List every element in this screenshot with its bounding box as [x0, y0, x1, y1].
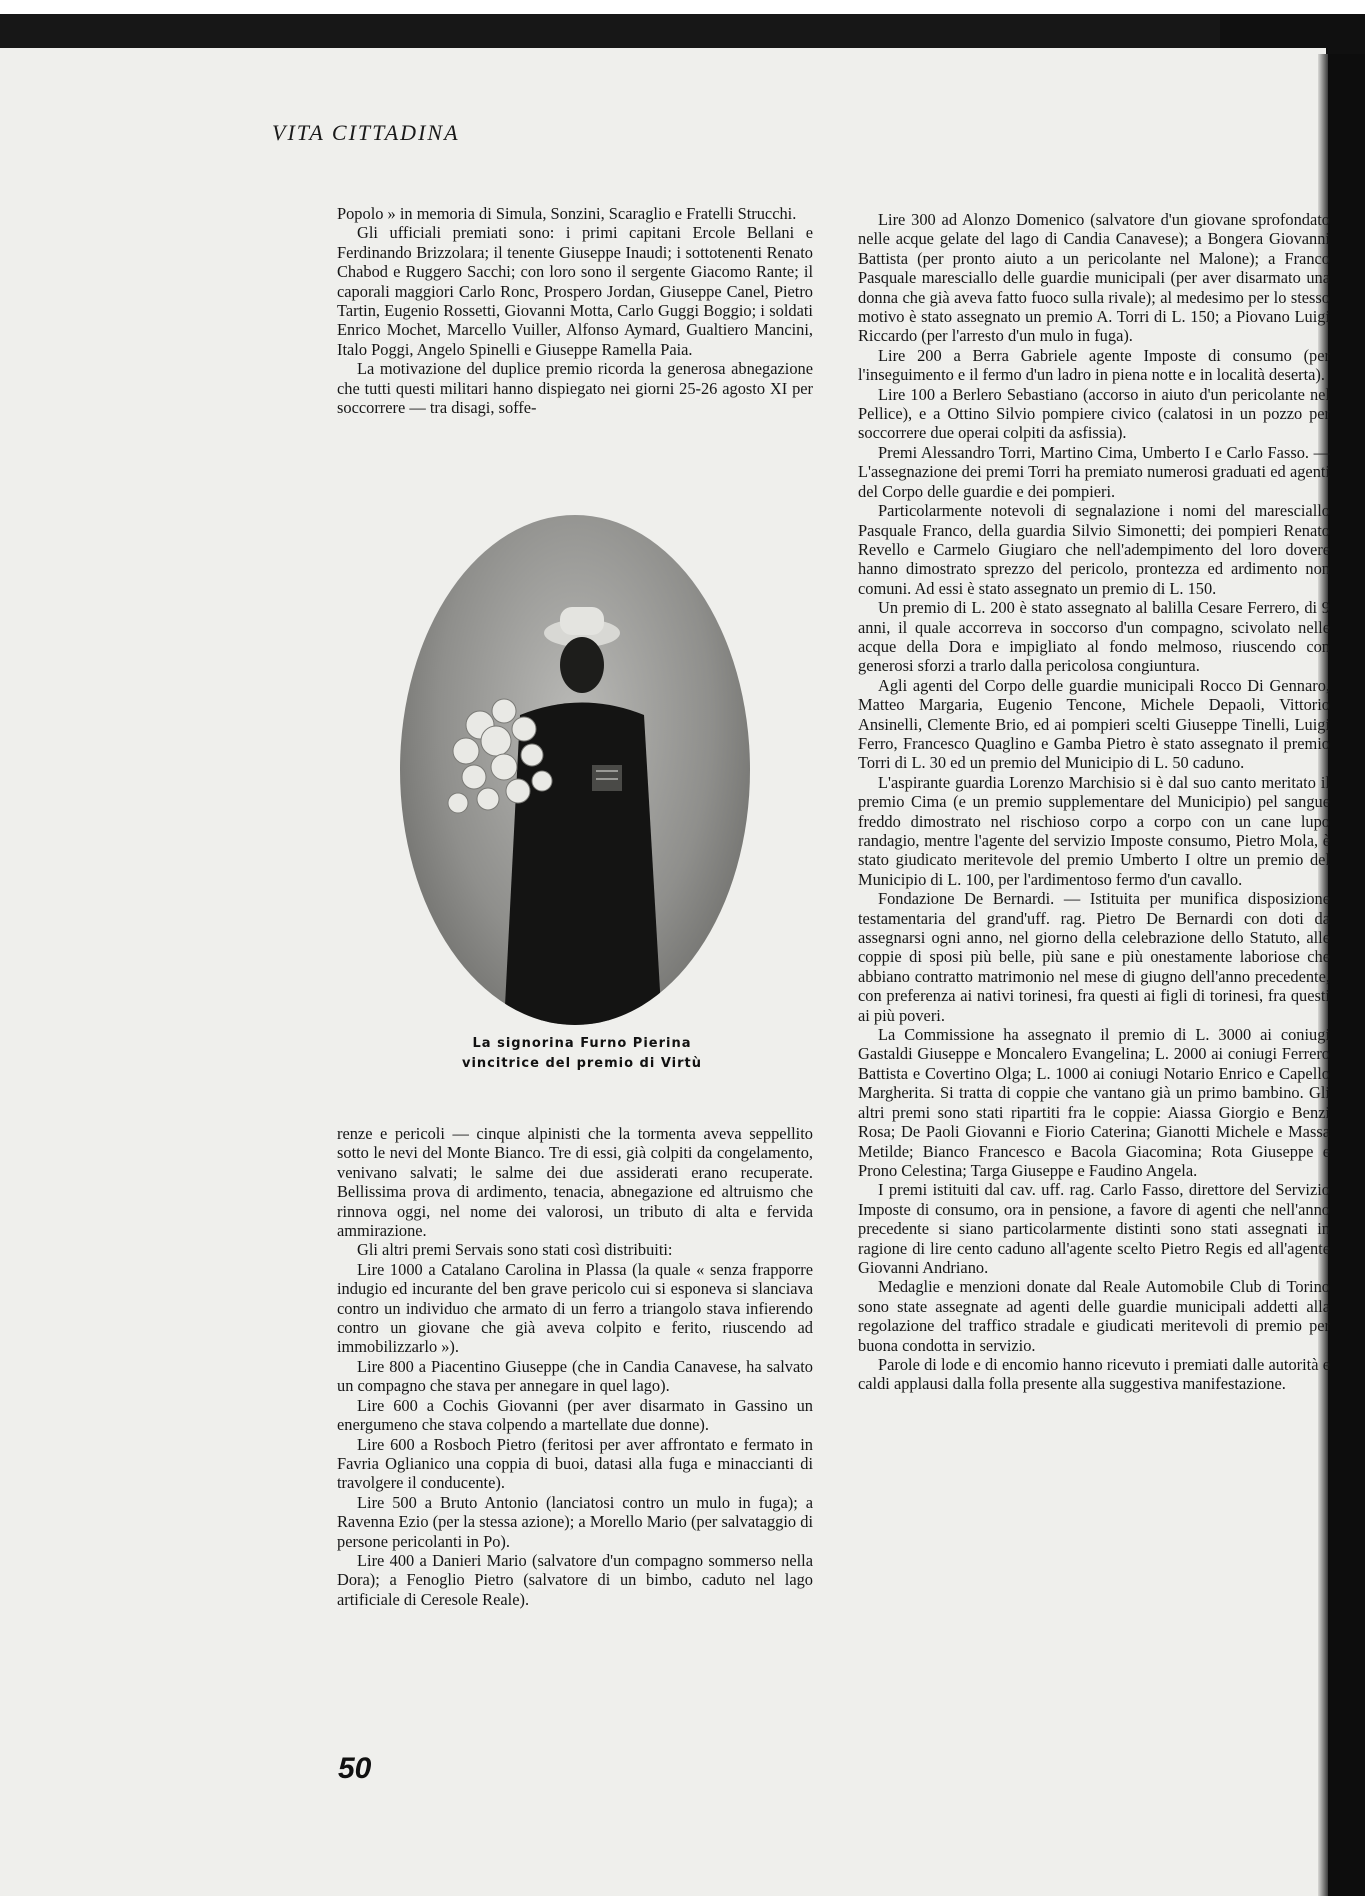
paragraph: Lire 800 a Piacentino Giuseppe (che in Candia Canavese, ha salvato un compagno che stava per annegare in quel lago). [337, 1356, 813, 1396]
paragraph: Popolo » in memoria di Simula, Sonzini, Scaraglio e Fratelli Strucchi. [337, 204, 797, 223]
paragraph: Lire 100 a Berlero Sebastiano (accorso in aiuto d'un pericolante nel Pellice), e a Ottino Silvio pompiere civico (calatosi in un pozzo per soccorrere due operai colpiti da asfissia). [858, 384, 1330, 443]
caption-line: vincitrice del premio di Virtù [461, 1056, 703, 1071]
page-number: 50 [338, 1752, 372, 1785]
paragraph: Lire 300 ad Alonzo Domenico (salvatore d'un giovane sprofondato nelle acque gelate del lago di Candia Canavese); a Bongera Giovanni Battista (per pronto aiuto a un pericolante nel Malone); a Franco Pasquale maresciallo delle guardie municipali (per aver disarmato una donna che già aveva fatto fuoco sulla rivale); al medesimo per lo stesso motivo è stato assegnato un premio A. Torri di L. 150; a Piovano Luigi Riccardo (per l'arresto d'un mulo in fuga). [858, 210, 1330, 346]
paragraph: L'aspirante guardia Lorenzo Marchisio si è dal suo canto meritato il premio Cima (e un premio supplementare del Municipio) pel sangue freddo dimostrato nel rischioso corpo a corpo con un cane lupo randagio, mentre l'agente del servizio Imposte consumo, Pietro Mola, è stato giudicato meritevole del premio Umberto I oltre un premio del Municipio di L. 100, per l'ardimentoso fermo d'un cavallo. [858, 772, 1330, 889]
paragraph: Lire 200 a Berra Gabriele agente Imposte di consumo (per l'inseguimento e il fermo d'un ladro in piena notte e in località deserta). [858, 345, 1330, 385]
paragraph: Lire 400 a Danieri Mario (salvatore d'un compagno sommerso nella Dora); a Fenoglio Pietro (salvatore di un bimbo, caduto nel lago artificiale di Ceresole Reale). [337, 1550, 813, 1609]
paragraph: Lire 1000 a Catalano Carolina in Plassa (la quale « senza frapporre indugio ed incurante del ben grave pericolo cui si esponeva si slanciava contro un individuo che armato di un ferro a triangolo stava infierendo contro un giovane che già aveva colpito e ferito, riuscendo ad immobilizzarlo »). [337, 1259, 813, 1357]
paragraph: Fondazione De Bernardi. — Istituita per munifica disposizione testamentaria del grand'uff. rag. Pietro De Bernardi con doti da assegnarsi ogni anno, nel giorno della celebrazione dello Statuto, alle coppie di sposi più belle, più sane e più onestamente laboriose che abbiano contratto matrimonio nel mese di giugno dell'anno precedente, con preferenza ai nativi torinesi, fra questi ai figli di torinesi, fra questi ai più poveri. [858, 889, 1330, 1025]
paragraph: renze e pericoli — cinque alpinisti che la tormenta aveva seppellito sotto le nevi del Monte Bianco. Tre di essi, già colpiti da congelamento, venivano salvati; le salme dei due assiderati erano recuperate. Bellissima prova di ardimento, tenacia, abnegazione ed altruismo che rinnova oggi, nel nome dei valorosi, un tributo di alta e fervida ammirazione. [337, 1124, 813, 1241]
paragraph: Particolarmente notevoli di segnalazione i nomi del maresciallo Pasquale Franco, della guardia Silvio Simonetti; dei pompieri Renato Revello e Carmelo Giugiaro che nell'adempimento del loro dovere hanno dimostrato sprezzo del pericolo, prontezza ed ardimento non comuni. Ad essi è stato assegnato un premio di L. 150. [858, 501, 1330, 598]
left-column-bottom [337, 1124, 813, 1609]
portrait-photo [400, 515, 750, 1025]
paragraph: Premi Alessandro Torri, Martino Cima, Umberto I e Carlo Fasso. — L'assegnazione dei premi Torri ha premiato numerosi graduati ed agenti del Corpo delle guardie e dei pompieri. [858, 442, 1330, 501]
paragraph: Lire 600 a Rosboch Pietro (feritosi per aver affrontato e fermato in Favria Oglianico una coppia di buoi, datasi alla fuga e minaccianti di travolgere il conducente). [337, 1434, 813, 1493]
paragraph: I premi istituiti dal cav. uff. rag. Carlo Fasso, direttore del Servizio Imposte di consumo, ora in pensione, a favore di agenti che nell'anno precedente si siano particolarmente distinti sono stati assegnati in ragione di lire cento caduno all'agente scelto Pietro Regis ed all'agente Giovanni Andriano. [858, 1180, 1330, 1277]
running-title: VITA CITTADINA [272, 120, 460, 145]
paragraph: Gli ufficiali premiati sono: i primi capitani Ercole Bellani e Ferdinando Brizzolara; il tenente Giuseppe Inaudi; i sottotenenti Renato Chabod e Ruggero Sacchi; con loro sono il sergente Giacomo Rante; il caporali maggiori Carlo Ronc, Prospero Jordan, Giuseppe Canel, Pietro Tartin, Eugenio Rossetti, Giovanni Motta, Carlo Guggi Boggio; i soldati Enrico Mochet, Marcello Vuiller, Alfonso Aymard, Gualtiero Mancini, Italo Poggi, Angelo Spinelli e Giuseppe Ramella Paia. [337, 223, 813, 359]
paragraph: La Commissione ha assegnato il premio di L. 3000 ai coniugi Gastaldi Giuseppe e Moncalero Evangelina; L. 2000 ai coniugi Ferrero Battista e Covertino Olga; L. 1000 ai coniugi Notario Enrico e Capello Margherita. Si tratta di coppie che vantano già un primo bambino. Gli altri premi sono stati ripartiti fra le coppie: Aiassa Giorgio e Benzi Rosa; De Paoli Giovanni e Fiorio Caterina; Gianotti Michele e Massa Metilde; Bianco Francesco e Bacola Giacomina; Rota Giuseppe e Prono Celestina; Targa Giuseppe e Faudino Angela. [858, 1025, 1330, 1180]
paragraph: La motivazione del duplice premio ricorda la generosa abnegazione che tutti questi militari hanno dispiegato nei giorni 25-26 agosto XI per soccorrere — tra disagi, soffe- [337, 359, 813, 418]
paragraph: Gli altri premi Servais sono stati così distribuiti: [357, 1240, 673, 1260]
paragraph: Medaglie e menzioni donate dal Reale Automobile Club di Torino sono state assegnate ad agenti delle guardie municipali addetti alla regolazione del traffico stradale e giudicati meritevoli di premio per buona condotta in servizio. [858, 1277, 1330, 1355]
paragraph: Agli agenti del Corpo delle guardie municipali Rocco Di Gennaro, Matteo Margaria, Eugenio Tencone, Michele Depaoli, Vittorio Ansinelli, Clemente Brio, ed ai pompieri scelti Giuseppe Tinelli, Luigi Ferro, Francesco Quaglino e Gamba Pietro è stato assegnato il premio Torri di L. 30 ed un premio del Municipio di L. 50 caduno. [858, 675, 1330, 773]
scan-right-edge [1326, 54, 1365, 1896]
scan-dark-band [0, 14, 1220, 48]
scan-top-margin [0, 0, 1365, 14]
photo-caption [437, 1034, 727, 1074]
paragraph: Un premio di L. 200 è stato assegnato al balilla Cesare Ferrero, di 9 anni, il quale accorreva in soccorso d'un compagno, scivolato nelle acque della Dora e impigliato al fondo melmoso, riuscendo con generosi sforzi a trarlo dalla pericolosa congiuntura. [858, 598, 1330, 676]
paragraph: Lire 500 a Bruto Antonio (lanciatosi contro un mulo in fuga); a Ravenna Ezio (per la stessa azione); a Morello Mario (per salvataggio di persone pericolanti in Po). [337, 1492, 813, 1551]
portrait-figure-illustration [400, 515, 750, 1025]
caption-line: La signorina Furno Pierina [472, 1036, 692, 1051]
paragraph: Lire 600 a Cochis Giovanni (per aver disarmato in Gassino un energumeno che stava colpendo a martellate due donne). [337, 1395, 813, 1435]
paragraph: Parole di lode e di encomio hanno ricevuto i premiati dalle autorità e caldi applausi dalla folla presente alla suggestiva manifestazione. [858, 1354, 1330, 1394]
left-column-top [337, 204, 813, 417]
right-column [858, 210, 1330, 1394]
